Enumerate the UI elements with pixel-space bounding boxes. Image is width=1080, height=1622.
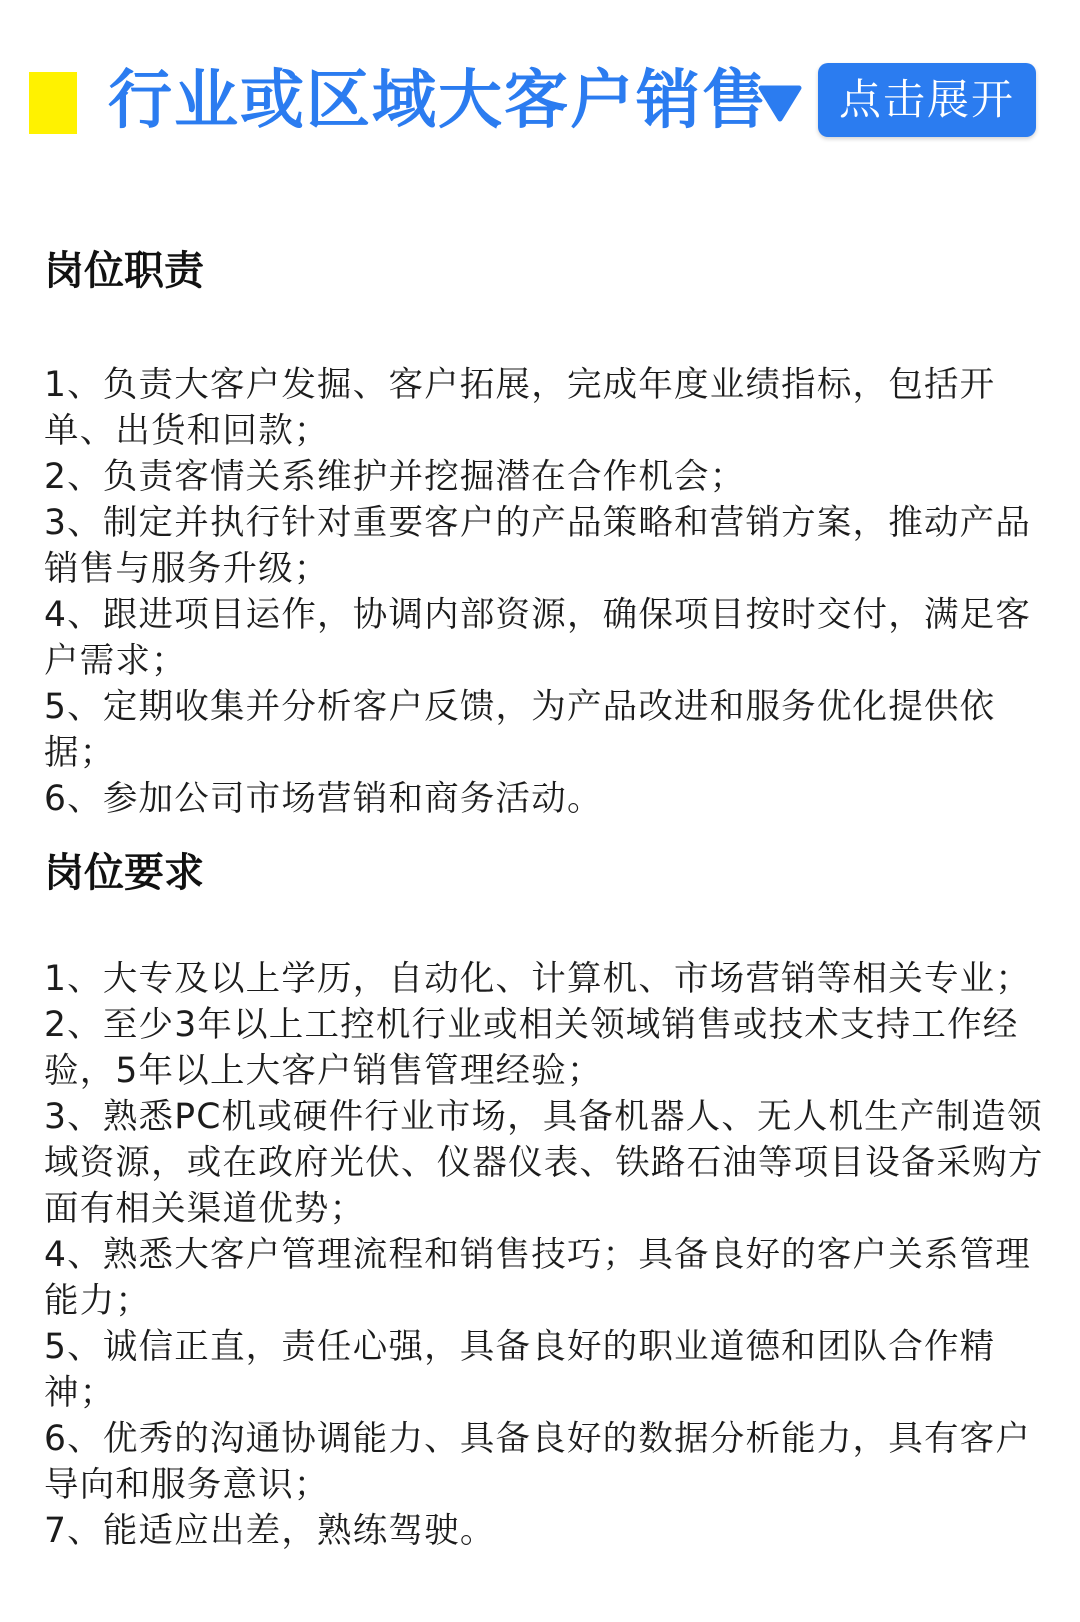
accent-bar [29,72,77,134]
list-item: 3、制定并执行针对重要客户的产品策略和营销方案，推动产品销售与服务升级； [44,503,1032,589]
list-item: 5、定期收集并分析客户反馈，为产品改进和服务优化提供依据； [44,687,996,773]
list-item: 1、负责大客户发掘、客户拓展，完成年度业绩指标，包括开单、出货和回款； [44,365,996,451]
list-item: 7、能适应出差，熟练驾驶。 [44,1511,496,1551]
list-item: 4、跟进项目运作，协调内部资源，确保项目按时交付，满足客户需求； [44,595,1032,681]
list-item: 5、诚信正直，责任心强，具备良好的职业道德和团队合作精神； [44,1327,996,1413]
list-item: 1、大专及以上学历，自动化、计算机、市场营销等相关专业； [44,959,1032,999]
requirements-section [44,848,1044,1554]
list-item: 6、参加公司市场营销和商务活动。 [44,779,603,819]
list-item: 3、熟悉PC机或硬件行业市场，具备机器人、无人机生产制造领域资源，或在政府光伏、仪器仪表、铁路石油等项目设备采购方面有相关渠道优势； [44,1097,1044,1229]
expand-button[interactable]: 点击展开 [818,63,1036,137]
list-item: 6、优秀的沟通协调能力、具备良好的数据分析能力，具有客户导向和服务意识； [44,1419,1032,1505]
page-title: 行业或区域大客户销售 [108,64,768,138]
duties-list [44,362,1044,822]
requirements-title: 岗位要求 [44,850,204,896]
page-header [0,0,1080,160]
list-item: 4、熟悉大客户管理流程和销售技巧；具备良好的客户关系管理能力； [44,1235,1032,1321]
list-item: 2、至少3年以上工控机行业或相关领域销售或技术支持工作经验，5年以上大客户销售管理经验； [44,1005,1019,1091]
duties-title: 岗位职责 [44,248,204,294]
duties-section [44,246,1044,822]
requirements-list [44,956,1044,1554]
triangle-down-icon[interactable] [758,84,802,122]
list-item: 2、负责客情关系维护并挖掘潜在合作机会； [44,457,746,497]
